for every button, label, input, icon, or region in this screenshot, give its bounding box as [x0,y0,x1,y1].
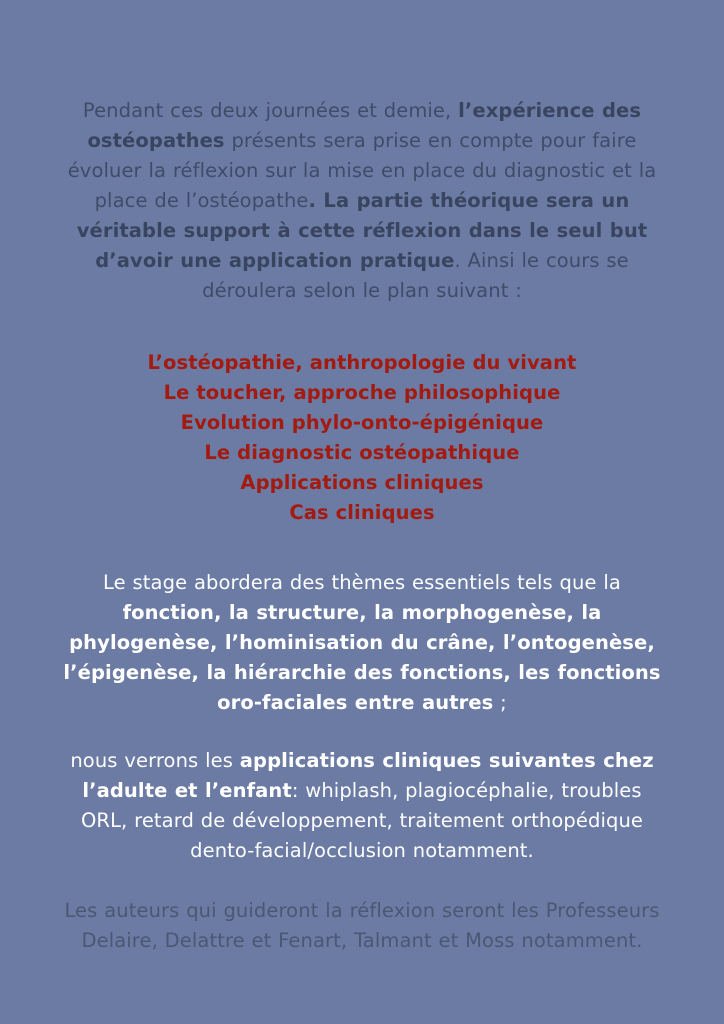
program-item: Cas cliniques [289,501,435,524]
program-item: Applications cliniques [240,471,484,494]
program-item: Le toucher, approche philosophique [163,381,561,404]
intro-paragraph [62,96,662,306]
spacer-program-to-themes [62,528,662,568]
program-item: L’ostéopathie, anthropologie du vivant [147,351,577,374]
intro-bold-theory: . La partie théorique sera un véritable support à cette réflexion dans le seul but d’avoir une application pratique [76,189,648,272]
applications-text-part-2: : whiplash, plagiocéphalie, troubles ORL, retard de développement, traitement orthopédique dento-facial/occlusion notamment. [80,779,644,862]
intro-text-part-3: . Ainsi le cours se déroulera selon le plan suivant : [202,249,629,302]
intro-text-part-2: présents sera prise en compte pour faire évoluer la réflexion sur la mise en place du diagnostic et la place de l’ostéopathe [67,129,657,212]
intro-text-part-1: Pendant ces deux journées et demie, [82,99,459,122]
themes-text-part-1: Le stage abordera des thèmes essentiels tels que la [103,571,621,594]
themes-bold-list: fonction, la structure, la morphogenèse, la phylogenèse, l’hominisation du crâne, l’ontogenèse, l’épigenèse, la hiérarchie des fonctions, les fonctions oro-faciales entre autres [63,601,661,714]
themes-paragraph [62,568,662,718]
intro-bold-experience: l’expérience des ostéopathes [87,99,642,152]
applications-bold-clinical: applications cliniques suivantes chez l’adulte et l’enfant [82,749,654,802]
program-list [62,348,662,528]
poster-content [62,96,662,956]
spacer-themes-to-applications [62,718,662,746]
applications-text-part-1: nous verrons les [70,749,240,772]
spacer-applications-to-authors [62,866,662,896]
spacer-intro-to-program [62,306,662,348]
program-item: Evolution phylo-onto-épigénique [180,411,544,434]
applications-paragraph [62,746,662,866]
themes-text-part-2: ; [493,691,507,714]
program-item: Le diagnostic ostéopathique [204,441,520,464]
authors-paragraph: Les auteurs qui guideront la réflexion seront les Professeurs Delaire, Delattre et Fenart, Talmant et Moss notamment. [64,899,660,952]
